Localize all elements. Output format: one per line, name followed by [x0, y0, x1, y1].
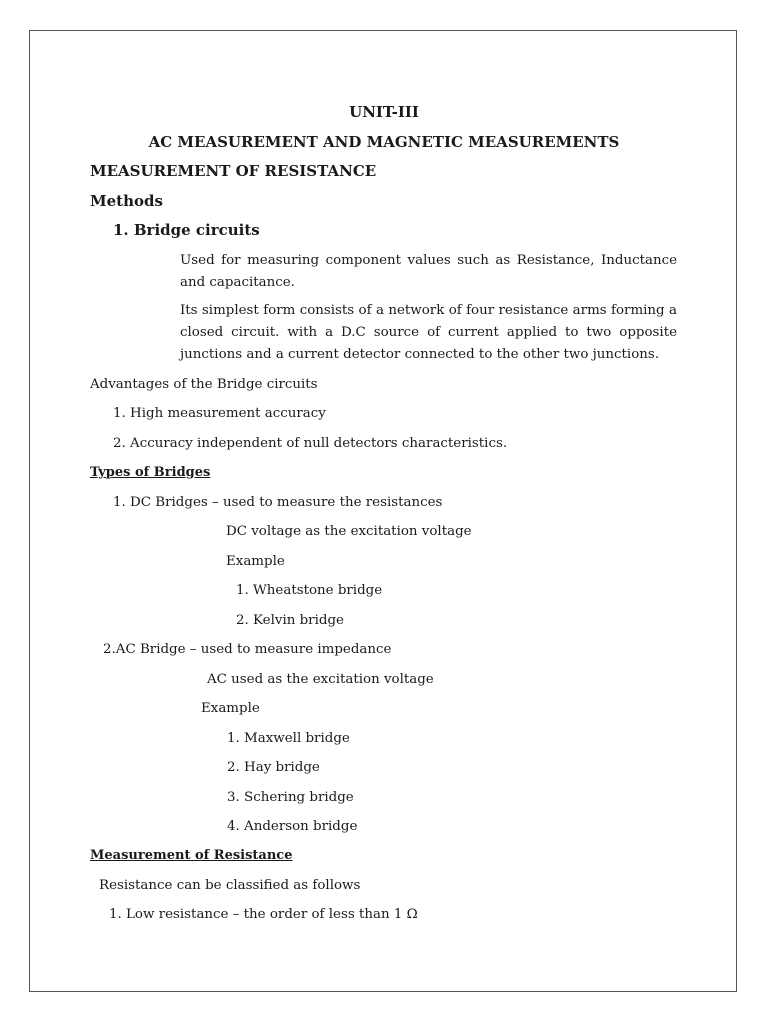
section-heading: MEASUREMENT OF RESISTANCE — [90, 162, 377, 180]
advantages-heading: Advantages of the Bridge circuits — [90, 377, 318, 392]
paragraph-description: Its simplest form consists of a network of four resistance arms forming a closed circuit. with a D.C source of current applied to two opposite junctions and a current detector connected to the other two junctions. — [180, 303, 677, 362]
ac-example-item: 2. Hay bridge — [227, 760, 320, 775]
unit-heading: UNIT-III — [349, 103, 419, 121]
ac-example-item: 3. Schering bridge — [227, 790, 354, 805]
ac-example-item: 4. Anderson bridge — [227, 819, 358, 834]
ac-bridge-line: 2.AC Bridge – used to measure impedance — [103, 642, 392, 657]
bridge-circuits-heading: 1. Bridge circuits — [113, 221, 260, 239]
methods-heading: Methods — [90, 192, 163, 210]
dc-example-item: 1. Wheatstone bridge — [236, 583, 383, 598]
measurement-heading: Measurement of Resistance — [90, 848, 293, 863]
dc-example-label: Example — [226, 554, 285, 569]
ac-example-label: Example — [201, 701, 260, 716]
dc-excitation: DC voltage as the excitation voltage — [226, 524, 472, 539]
dc-example-item: 2. Kelvin bridge — [236, 613, 344, 628]
dc-bridges-line: 1. DC Bridges – used to measure the resistances — [113, 495, 443, 510]
types-heading: Types of Bridges — [90, 465, 211, 480]
ac-example-item: 1. Maxwell bridge — [227, 731, 350, 746]
advantage-item: 2. Accuracy independent of null detectors characteristics. — [113, 436, 508, 451]
low-resistance-item: 1. Low resistance – the order of less than 1 Ω — [109, 907, 418, 922]
advantage-item: 1. High measurement accuracy — [113, 406, 326, 421]
page-title: AC MEASUREMENT AND MAGNETIC MEASUREMENTS — [148, 133, 620, 151]
classified-line: Resistance can be classified as follows — [99, 878, 361, 893]
ac-excitation: AC used as the excitation voltage — [207, 672, 434, 687]
paragraph-usage: Used for measuring component values such as Resistance, Inductance and capacitance. — [180, 253, 677, 290]
